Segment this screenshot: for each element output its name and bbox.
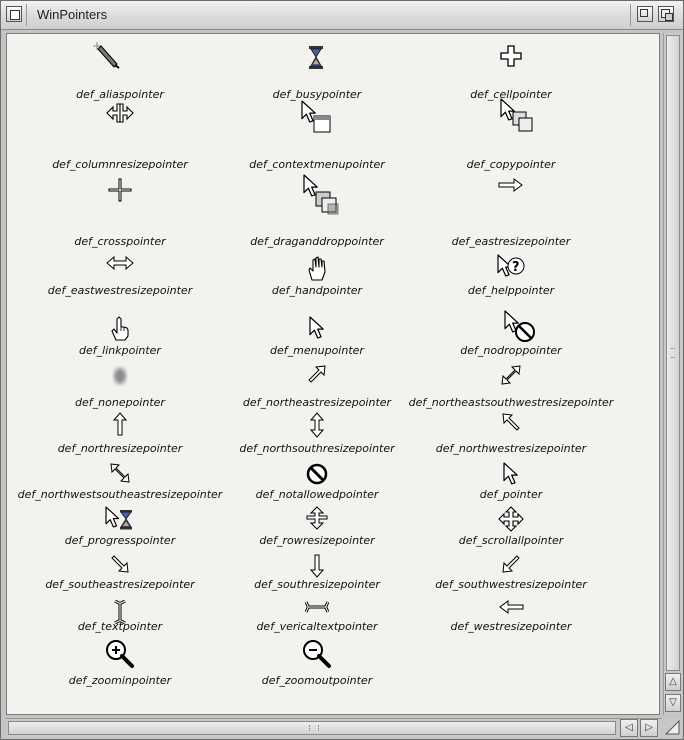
pointer-label: def_helppointer (467, 284, 555, 297)
title-separator (26, 4, 27, 26)
pointer-gallery (6, 33, 660, 715)
scroll-down-button[interactable]: ▽ (665, 694, 681, 712)
help-pointer-icon (401, 254, 621, 286)
pointer-label: def_zoominpointer (68, 674, 172, 687)
pointer-label: def_pointer (479, 488, 543, 501)
pointer-label: def_northsouthresizepointer (239, 442, 395, 455)
none-pointer-icon (10, 364, 230, 396)
scroll-right-button[interactable]: ▷ (640, 719, 658, 737)
pointer-label: def_handpointer (271, 284, 363, 297)
drag-and-drop-pointer-icon (207, 174, 427, 206)
pointer-label: def_westresizepointer (450, 620, 572, 633)
zoom-out-pointer-icon (207, 638, 427, 670)
pointer-label: def_textpointer (77, 620, 163, 633)
pointer-label: def_nonepointer (75, 396, 165, 409)
title-separator (630, 4, 631, 26)
pointer-label: def_eastwestresizepointer (47, 284, 193, 297)
pointer-label: def_southresizepointer (254, 578, 380, 591)
window-title: WinPointers (37, 7, 108, 22)
title-bar[interactable] (1, 1, 683, 30)
vertical-scrollbar[interactable] (663, 33, 682, 715)
pointer-label: def_northresizepointer (57, 442, 183, 455)
svg-text:?: ? (512, 260, 520, 275)
zoom-window-button[interactable] (637, 6, 653, 22)
horizontal-scrollbar[interactable] (6, 718, 662, 737)
cross-pointer-icon (10, 178, 230, 210)
east-resize-pointer-icon (401, 178, 621, 210)
pointer-label: def_columnresizepointer (52, 158, 188, 171)
resize-grip[interactable] (663, 718, 681, 737)
vertical-scroll-thumb[interactable] (666, 35, 680, 671)
pointer-label: def_draganddroppointer (250, 235, 384, 248)
northeast-southwest-resize-pointer-icon (401, 364, 621, 396)
northwest-resize-pointer-icon (401, 412, 621, 444)
scroll-left-button[interactable]: ◁ (620, 719, 638, 737)
column-resize-pointer-icon (10, 102, 230, 134)
resize-grip-icon (664, 719, 680, 735)
pointer-label: def_cellpointer (470, 88, 552, 101)
depth-window-button[interactable] (658, 6, 674, 22)
pointer-label: def_northwestresizepointer (435, 442, 587, 455)
pointer-label: def_scrollallpointer (458, 534, 564, 547)
pointer-label: def_rowresizepointer (259, 534, 375, 547)
no-drop-pointer-icon (401, 310, 621, 342)
pointer-label: def_northeastresizepointer (242, 396, 392, 409)
pointer-label: def_crosspointer (74, 235, 166, 248)
north-resize-pointer-icon (10, 412, 230, 444)
pointer-label: def_menupointer (270, 344, 364, 357)
pointer-label: def_linkpointer (79, 344, 161, 357)
pointer-label: def_southwestresizepointer (435, 578, 587, 591)
pointer-label: def_notallowedpointer (255, 488, 379, 501)
pointer-label: def_eastresizepointer (451, 235, 571, 248)
north-south-resize-pointer-icon (207, 412, 427, 444)
pointer-label: def_progresspointer (64, 534, 176, 547)
pointer-label: def_busypointer (272, 88, 362, 101)
horizontal-scroll-thumb[interactable] (8, 721, 616, 735)
context-menu-pointer-icon (207, 100, 427, 132)
pointer-label: def_northwestsoutheastresizepointer (17, 488, 223, 501)
northeast-resize-pointer-icon (207, 364, 427, 396)
scroll-up-button[interactable]: △ (665, 673, 681, 691)
pointer-label: def_contextmenupointer (249, 158, 385, 171)
pointer-label: def_southeastresizepointer (45, 578, 195, 591)
pointer-label: def_zoomoutpointer (261, 674, 373, 687)
pointer-label: def_copypointer (466, 158, 556, 171)
pointer-label: def_northeastsouthwestresizepointer (408, 396, 614, 409)
close-window-button[interactable] (6, 6, 22, 22)
pointer-label: def_aliaspointer (76, 88, 164, 101)
pointer-label: def_vericaltextpointer (256, 620, 378, 633)
zoom-in-pointer-icon (10, 638, 230, 670)
pointer-label: def_nodroppointer (460, 344, 562, 357)
copy-pointer-icon (401, 98, 621, 130)
